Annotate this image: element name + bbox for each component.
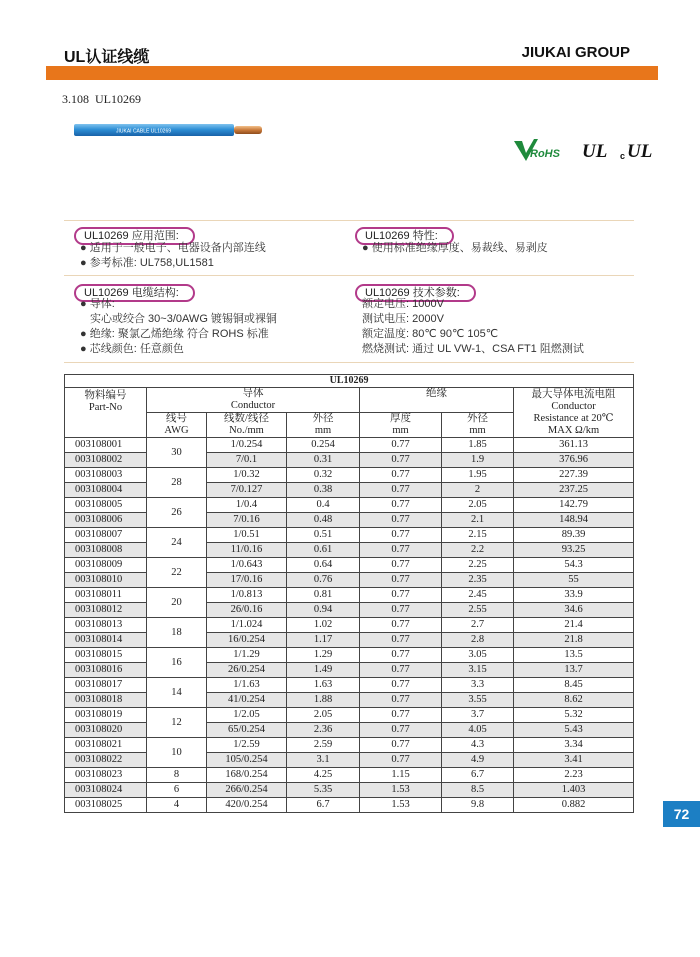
awg-cell: 4 [147, 798, 207, 813]
ul-logo-icon [582, 141, 607, 162]
part-number-cell: 003108001 [65, 438, 147, 453]
table-cell: 5.43 [514, 723, 634, 738]
awg-cell: 16 [147, 648, 207, 678]
table-cell: 0.51 [287, 528, 360, 543]
cable-print-text: JIUKAI CABLE UL10269 [116, 128, 172, 135]
application-title: UL10269 应用范围: [74, 227, 195, 245]
table-cell: 1.88 [287, 693, 360, 708]
table-cell: 1.403 [514, 783, 634, 798]
table-cell: 0.32 [287, 468, 360, 483]
table-cell: 0.77 [360, 588, 442, 603]
table-cell: 1/1.63 [207, 678, 287, 693]
rohs-logo-icon [514, 139, 561, 161]
ul-mark: UL [582, 141, 608, 162]
table-cell: 0.77 [360, 753, 442, 768]
table-cell: 148.94 [514, 513, 634, 528]
list-item: 实心或绞合 30~3/0AWG 镀锡铜或裸铜 [90, 313, 277, 325]
list-item: ● 适用于一般电子、电器设备内部连线 [80, 242, 266, 254]
awg-cell: 20 [147, 588, 207, 618]
part-number-cell: 003108009 [65, 558, 147, 573]
table-cell: 0.77 [360, 573, 442, 588]
part-number-cell: 003108023 [65, 768, 147, 783]
table-cell: 3.41 [514, 753, 634, 768]
part-number-cell: 003108014 [65, 633, 147, 648]
col-header-insulation: 绝缘 [360, 388, 514, 413]
table-cell: 5.32 [514, 708, 634, 723]
features-list [362, 241, 548, 256]
table-cell: 0.77 [360, 678, 442, 693]
table-cell: 3.3 [442, 678, 514, 693]
part-number-cell: 003108008 [65, 543, 147, 558]
structure-title: UL10269 电缆结构: [74, 284, 195, 302]
table-cell: 54.3 [514, 558, 634, 573]
table-cell: 8.45 [514, 678, 634, 693]
list-item: 燃烧测试: 通过 UL VW-1、CSA FT1 阻燃测试 [362, 343, 584, 355]
cul-c-mark: c [620, 151, 626, 161]
spec-table [64, 374, 634, 813]
table-cell: 11/0.16 [207, 543, 287, 558]
table-cell: 55 [514, 573, 634, 588]
list-item: ● 芯线颜色: 任意颜色 [80, 343, 184, 355]
table-cell: 21.8 [514, 633, 634, 648]
col-header-resistance: 最大导体电流电阻 Conductor Resistance at 20℃ MAX Ω/km [514, 388, 634, 438]
tech-list [362, 297, 584, 357]
table-cell: 0.48 [287, 513, 360, 528]
table-cell: 0.64 [287, 558, 360, 573]
table-row [65, 768, 634, 783]
table-cell: 0.77 [360, 648, 442, 663]
table-cell: 0.77 [360, 513, 442, 528]
table-cell: 2.8 [442, 633, 514, 648]
awg-cell: 8 [147, 768, 207, 783]
table-cell: 0.77 [360, 558, 442, 573]
part-number-cell: 003108018 [65, 693, 147, 708]
table-cell: 0.77 [360, 603, 442, 618]
awg-cell: 30 [147, 438, 207, 468]
table-cell: 2.05 [287, 708, 360, 723]
table-cell: 0.38 [287, 483, 360, 498]
table-cell: 1/1.29 [207, 648, 287, 663]
part-number-cell: 003108015 [65, 648, 147, 663]
table-cell: 0.77 [360, 483, 442, 498]
awg-cell: 18 [147, 618, 207, 648]
table-cell: 2.59 [287, 738, 360, 753]
table-cell: 0.77 [360, 543, 442, 558]
table-cell: 105/0.254 [207, 753, 287, 768]
table-cell: 2.25 [442, 558, 514, 573]
table-cell: 0.77 [360, 618, 442, 633]
part-number-cell: 003108010 [65, 573, 147, 588]
table-cell: 2.7 [442, 618, 514, 633]
table-row [65, 528, 634, 543]
part-number-cell: 003108003 [65, 468, 147, 483]
list-item: ● 使用标准绝缘厚度、易裁线、易剥皮 [362, 242, 548, 254]
table-cell: 1/0.51 [207, 528, 287, 543]
list-item: 额定电压: 1000V [362, 298, 444, 310]
table-cell: 1.53 [360, 783, 442, 798]
table-cell: 0.77 [360, 663, 442, 678]
awg-cell: 14 [147, 678, 207, 708]
table-cell: 1/0.4 [207, 498, 287, 513]
table-cell: 2.55 [442, 603, 514, 618]
part-number-cell: 003108024 [65, 783, 147, 798]
table-cell: 0.882 [514, 798, 634, 813]
table-cell: 4.9 [442, 753, 514, 768]
table-cell: 1.17 [287, 633, 360, 648]
table-cell: 1/2.05 [207, 708, 287, 723]
divider [64, 275, 634, 276]
table-cell: 8.62 [514, 693, 634, 708]
table-cell: 26/0.254 [207, 663, 287, 678]
table-cell: 1/0.813 [207, 588, 287, 603]
features-title: UL10269 特性: [355, 227, 454, 245]
table-cell: 3.7 [442, 708, 514, 723]
table-cell: 17/0.16 [207, 573, 287, 588]
table-cell: 41/0.254 [207, 693, 287, 708]
part-number-cell: 003108017 [65, 678, 147, 693]
section-model: UL10269 [95, 92, 141, 106]
table-cell: 3.34 [514, 738, 634, 753]
table-cell: 13.5 [514, 648, 634, 663]
col-header-thickness: 厚度 mm [360, 413, 442, 438]
table-cell: 26/0.16 [207, 603, 287, 618]
table-cell: 0.31 [287, 453, 360, 468]
table-cell: 3.1 [287, 753, 360, 768]
table-cell: 1.49 [287, 663, 360, 678]
table-cell: 1/0.254 [207, 438, 287, 453]
awg-cell: 26 [147, 498, 207, 528]
table-cell: 8.5 [442, 783, 514, 798]
part-number-cell: 003108007 [65, 528, 147, 543]
part-number-cell: 003108021 [65, 738, 147, 753]
part-number-cell: 003108002 [65, 453, 147, 468]
table-cell: 168/0.254 [207, 768, 287, 783]
awg-cell: 22 [147, 558, 207, 588]
table-cell: 2.05 [442, 498, 514, 513]
table-row [65, 798, 634, 813]
page-number: 72 [663, 801, 700, 827]
table-cell: 2.2 [442, 543, 514, 558]
table-cell: 21.4 [514, 618, 634, 633]
table-row [65, 738, 634, 753]
section-number: 3.108 [62, 92, 89, 106]
list-item: ● 绝缘: 聚氯乙烯绝缘 符合 ROHS 标准 [80, 328, 269, 340]
table-cell: 33.9 [514, 588, 634, 603]
table-cell: 1.29 [287, 648, 360, 663]
header-accent-bar [46, 66, 658, 80]
col-header-od: 外径 mm [287, 413, 360, 438]
table-cell: 9.8 [442, 798, 514, 813]
col-header-part: 物料编号 Part-No [65, 388, 147, 438]
cul-ul-mark: UL [627, 141, 653, 162]
col-header-insulation-od: 外径 mm [442, 413, 514, 438]
application-list [80, 241, 266, 271]
table-cell: 1/0.643 [207, 558, 287, 573]
part-number-cell: 003108006 [65, 513, 147, 528]
table-cell: 1.02 [287, 618, 360, 633]
table-row [65, 618, 634, 633]
table-cell: 3.05 [442, 648, 514, 663]
table-cell: 7/0.1 [207, 453, 287, 468]
table-cell: 2.23 [514, 768, 634, 783]
table-cell: 2.45 [442, 588, 514, 603]
table-cell: 4.05 [442, 723, 514, 738]
col-header-strand: 线数/线径 No./mm [207, 413, 287, 438]
table-cell: 376.96 [514, 453, 634, 468]
table-cell: 34.6 [514, 603, 634, 618]
col-header-conductor: 导体 Conductor [147, 388, 360, 413]
table-cell: 0.76 [287, 573, 360, 588]
table-row [65, 438, 634, 453]
table-cell: 1.85 [442, 438, 514, 453]
part-number-cell: 003108025 [65, 798, 147, 813]
table-cell: 0.81 [287, 588, 360, 603]
table-cell: 0.77 [360, 723, 442, 738]
table-cell: 1/1.024 [207, 618, 287, 633]
table-row [65, 783, 634, 798]
table-cell: 2 [442, 483, 514, 498]
tech-title: UL10269 技术参数: [355, 284, 476, 302]
part-number-cell: 003108013 [65, 618, 147, 633]
part-number-cell: 003108020 [65, 723, 147, 738]
table-cell: 0.61 [287, 543, 360, 558]
table-cell: 142.79 [514, 498, 634, 513]
part-number-cell: 003108019 [65, 708, 147, 723]
table-cell: 2.35 [442, 573, 514, 588]
part-number-cell: 003108012 [65, 603, 147, 618]
table-cell: 4.25 [287, 768, 360, 783]
part-number-cell: 003108016 [65, 663, 147, 678]
divider [64, 220, 634, 221]
table-cell: 7/0.16 [207, 513, 287, 528]
table-cell: 227.39 [514, 468, 634, 483]
table-cell: 0.77 [360, 633, 442, 648]
part-number-cell: 003108022 [65, 753, 147, 768]
table-cell: 266/0.254 [207, 783, 287, 798]
table-cell: 1/0.32 [207, 468, 287, 483]
table-title: UL10269 [65, 375, 634, 388]
list-item: 测试电压: 2000V [362, 313, 444, 325]
table-row [65, 498, 634, 513]
table-cell: 16/0.254 [207, 633, 287, 648]
table-cell: 0.77 [360, 738, 442, 753]
part-number-cell: 003108011 [65, 588, 147, 603]
table-cell: 0.77 [360, 438, 442, 453]
table-cell: 0.77 [360, 528, 442, 543]
certification-logos [512, 135, 662, 165]
table-cell: 7/0.127 [207, 483, 287, 498]
awg-cell: 6 [147, 783, 207, 798]
list-item: ● 参考标准: UL758,UL1581 [80, 257, 214, 269]
table-cell: 93.25 [514, 543, 634, 558]
table-row [65, 648, 634, 663]
brand-name: JIUKAI GROUP [521, 44, 630, 61]
table-cell: 5.35 [287, 783, 360, 798]
table-cell: 1.95 [442, 468, 514, 483]
part-number-cell: 003108005 [65, 498, 147, 513]
table-cell: 0.4 [287, 498, 360, 513]
table-row [65, 708, 634, 723]
table-cell: 3.15 [442, 663, 514, 678]
structure-list [80, 297, 277, 357]
table-cell: 2.1 [442, 513, 514, 528]
table-cell: 1.63 [287, 678, 360, 693]
table-row [65, 588, 634, 603]
table-cell: 0.94 [287, 603, 360, 618]
table-cell: 237.25 [514, 483, 634, 498]
awg-cell: 12 [147, 708, 207, 738]
table-cell: 65/0.254 [207, 723, 287, 738]
list-item: 额定温度: 80℃ 90℃ 105℃ [362, 328, 499, 340]
part-number-cell: 003108004 [65, 483, 147, 498]
table-cell: 0.77 [360, 708, 442, 723]
table-cell: 89.39 [514, 528, 634, 543]
table-cell: 2.36 [287, 723, 360, 738]
table-row [65, 558, 634, 573]
table-cell: 0.77 [360, 693, 442, 708]
divider [64, 362, 634, 363]
table-cell: 2.15 [442, 528, 514, 543]
table-cell: 1/2.59 [207, 738, 287, 753]
table-cell: 0.77 [360, 468, 442, 483]
col-header-awg: 线号 AWG [147, 413, 207, 438]
awg-cell: 28 [147, 468, 207, 498]
rohs-label: RoHS [530, 148, 560, 160]
table-cell: 420/0.254 [207, 798, 287, 813]
awg-cell: 10 [147, 738, 207, 768]
table-row [65, 678, 634, 693]
section-heading [62, 92, 141, 107]
cul-logo-icon [620, 141, 652, 162]
table-cell: 0.77 [360, 453, 442, 468]
table-row [65, 468, 634, 483]
table-cell: 6.7 [442, 768, 514, 783]
list-item: ● 导体: [80, 298, 115, 310]
awg-cell: 24 [147, 528, 207, 558]
table-cell: 13.7 [514, 663, 634, 678]
page-title: UL认证线缆 [64, 49, 150, 66]
table-cell: 4.3 [442, 738, 514, 753]
table-cell: 1.53 [360, 798, 442, 813]
cable-image [74, 122, 264, 138]
table-cell: 1.9 [442, 453, 514, 468]
table-cell: 3.55 [442, 693, 514, 708]
table-cell: 361.13 [514, 438, 634, 453]
table-cell: 6.7 [287, 798, 360, 813]
table-cell: 0.254 [287, 438, 360, 453]
table-cell: 1.15 [360, 768, 442, 783]
table-cell: 0.77 [360, 498, 442, 513]
